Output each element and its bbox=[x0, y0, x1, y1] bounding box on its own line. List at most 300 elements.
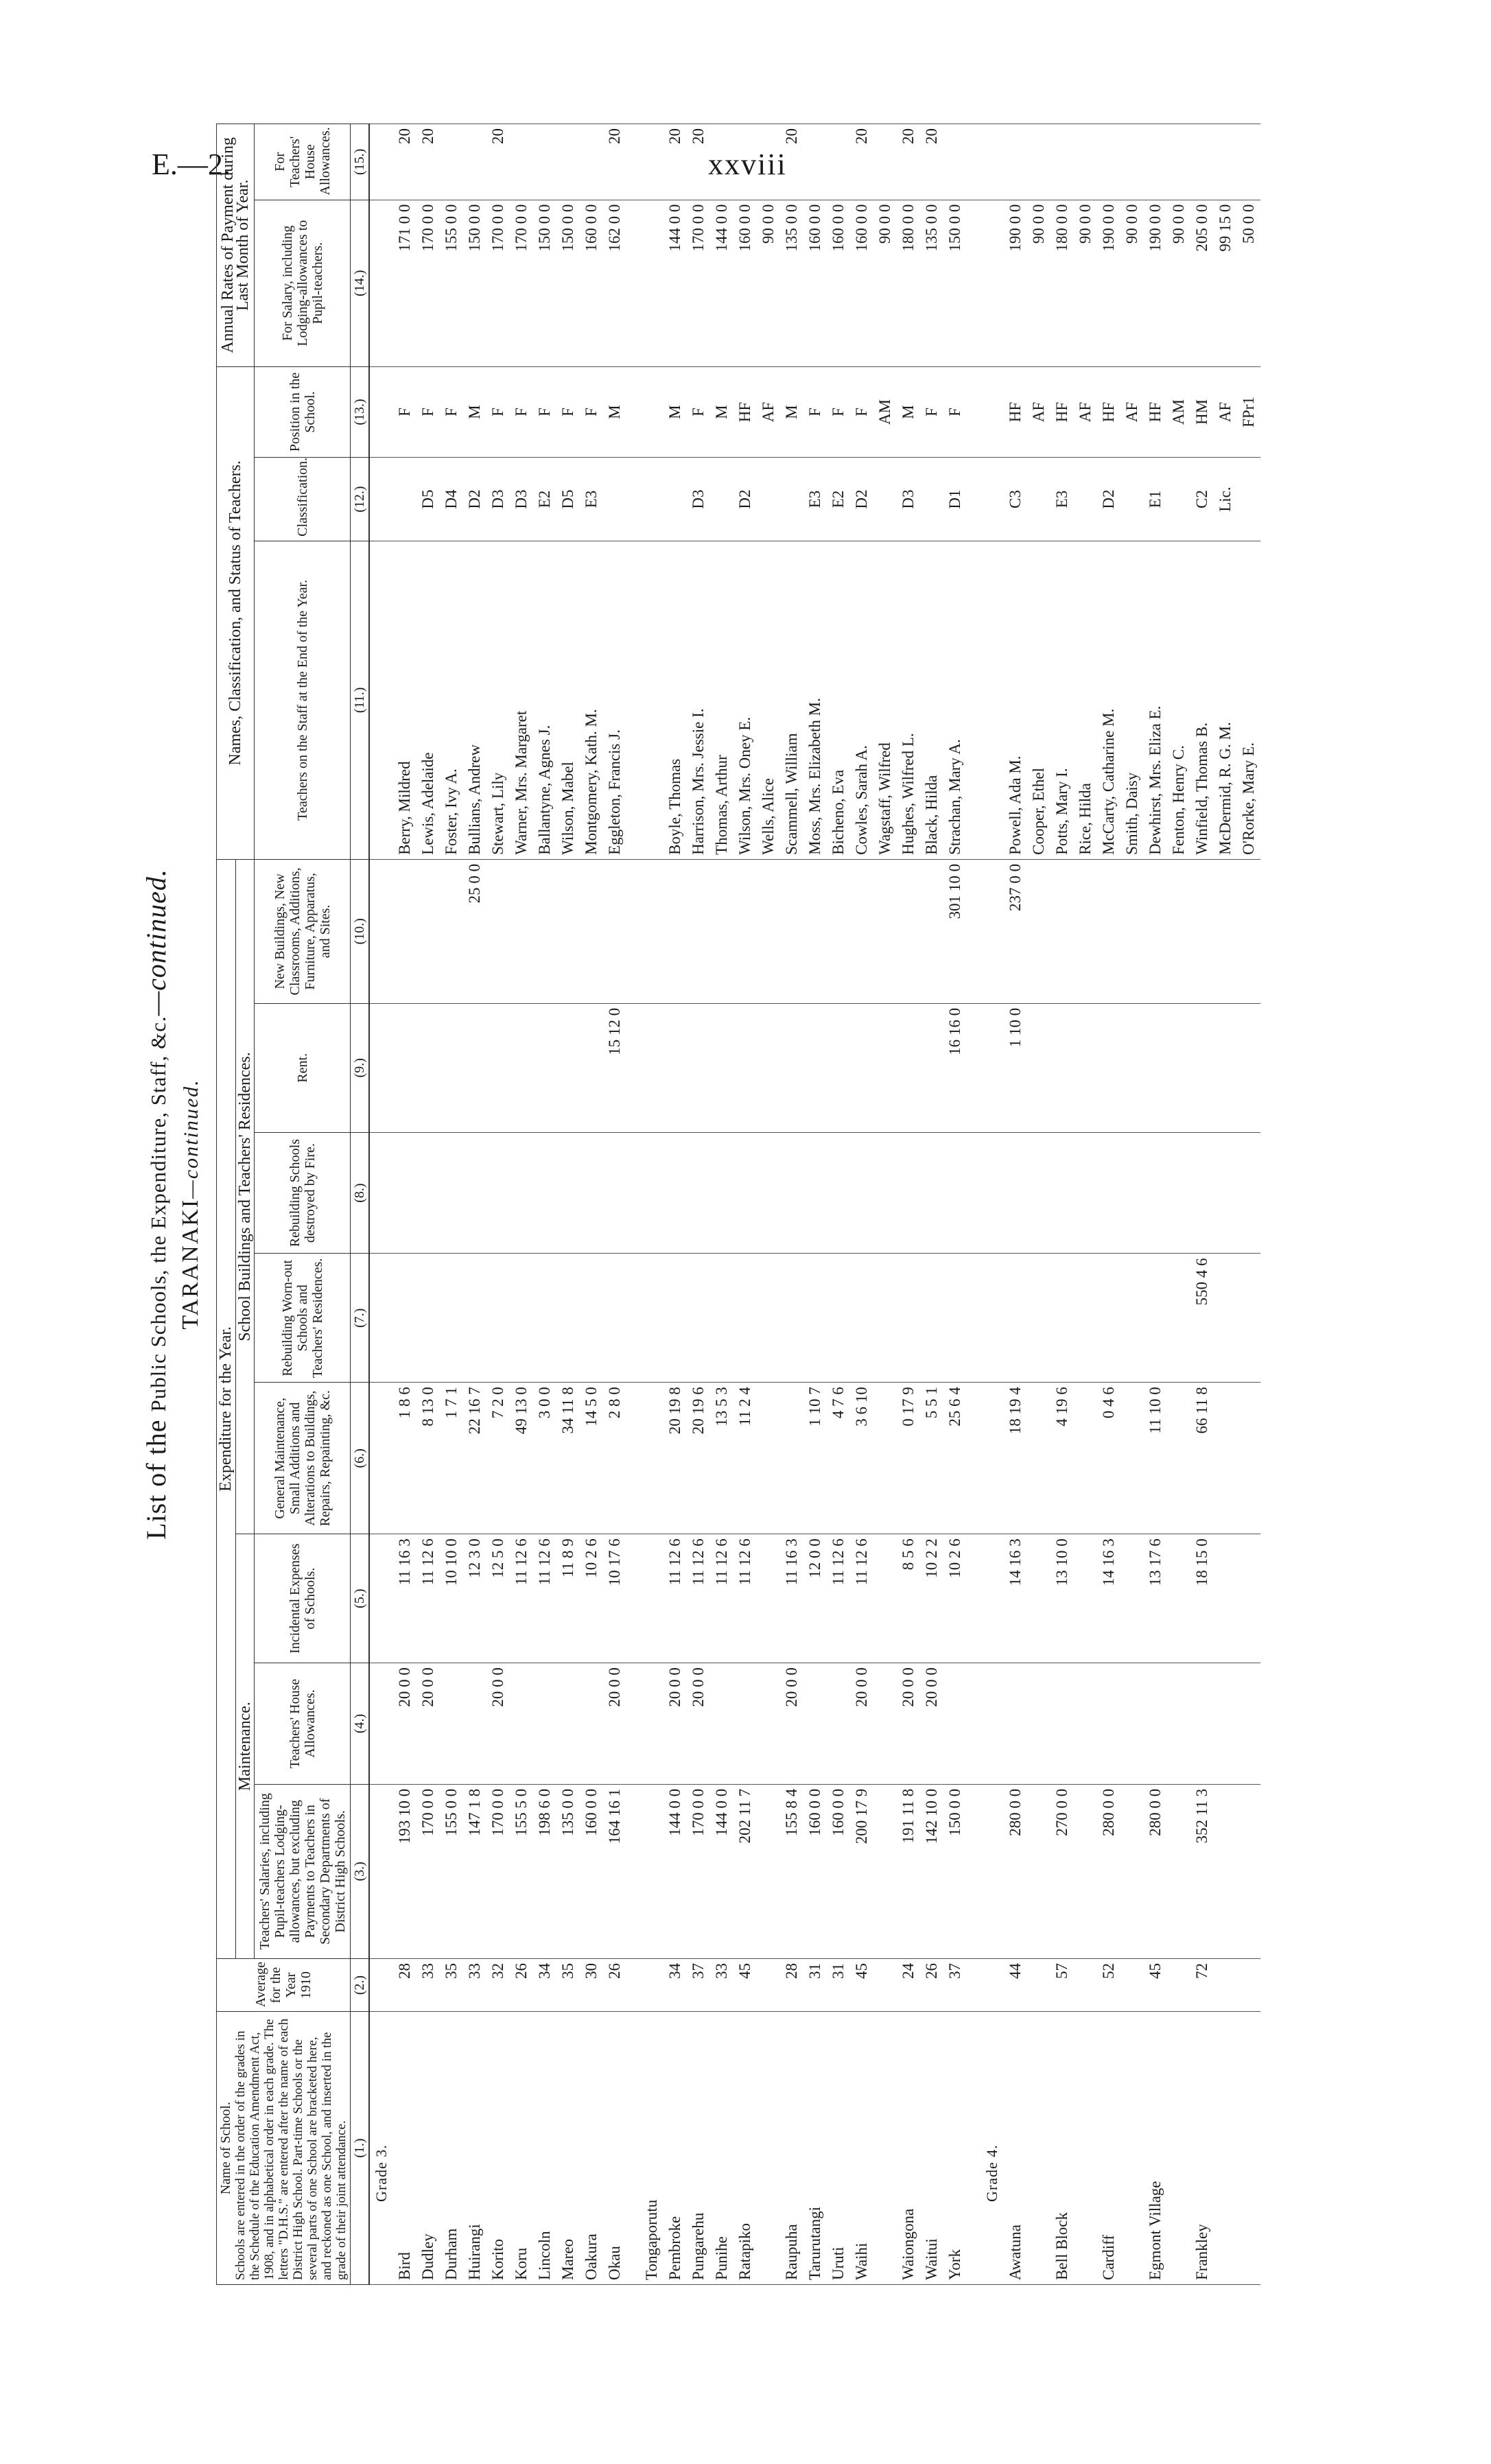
table-row bbox=[1214, 124, 1237, 2285]
empty-cell bbox=[981, 859, 1004, 1003]
cell-rebuild: 550 4 6 bbox=[1190, 1254, 1214, 1383]
cell-rebuild bbox=[416, 1254, 440, 1383]
cell-rebuild bbox=[873, 1254, 897, 1383]
cell-fire bbox=[1237, 1132, 1260, 1254]
expenditure-header: Expenditure for the Year. bbox=[217, 859, 236, 1958]
cell-rent bbox=[920, 1003, 943, 1132]
empty-cell bbox=[626, 1254, 640, 1383]
empty-cell bbox=[369, 1132, 393, 1254]
cell-allow bbox=[757, 124, 780, 200]
cell-avg bbox=[1237, 1958, 1260, 2011]
cell-house bbox=[1004, 1663, 1027, 1785]
cell-gen: 20 19 8 bbox=[664, 1383, 687, 1534]
cell-sal: 164 16 1 bbox=[603, 1784, 626, 1958]
cell-pos: F bbox=[440, 366, 463, 458]
column-number: (3.) bbox=[351, 1784, 370, 1958]
cell-inc: 12 3 0 bbox=[463, 1534, 486, 1663]
cell-cls: D3 bbox=[897, 458, 920, 541]
cell-fire bbox=[1120, 1132, 1144, 1254]
empty-cell bbox=[369, 366, 393, 458]
cell-rebuild bbox=[556, 1254, 580, 1383]
column-number: (8.) bbox=[351, 1132, 370, 1254]
cell-allow: 20 bbox=[486, 124, 510, 200]
cell-cls: Lic. bbox=[1214, 458, 1237, 541]
cell-rate: 190 0 0 bbox=[1004, 200, 1027, 366]
classification-header: Classification. bbox=[255, 458, 351, 541]
cell-allow: 20 bbox=[603, 124, 626, 200]
cell-fire bbox=[1167, 1132, 1190, 1254]
table-row bbox=[850, 124, 873, 2285]
cell-pos: AF bbox=[1120, 366, 1144, 458]
cell-rent bbox=[1097, 1003, 1120, 1132]
cell-gen: 25 6 4 bbox=[943, 1383, 967, 1534]
cell-sal: 155 5 0 bbox=[510, 1784, 533, 1958]
cell-rebuild bbox=[687, 1254, 710, 1383]
salary-rate-header: For Salary, including Lodging-allowances to Pupil-teachers. bbox=[255, 200, 351, 366]
cell-pos: HF bbox=[1144, 366, 1167, 458]
empty-cell bbox=[967, 1003, 981, 1132]
cell-newb bbox=[780, 859, 803, 1003]
cell-house: 20 0 0 bbox=[486, 1663, 510, 1785]
empty-cell bbox=[626, 366, 640, 458]
cell-fire bbox=[803, 1132, 827, 1254]
cell-name bbox=[1074, 2012, 1097, 2285]
cell-fire bbox=[1027, 1132, 1050, 1254]
cell-rent bbox=[710, 1003, 733, 1132]
cell-sal: 170 0 0 bbox=[687, 1784, 710, 1958]
cell-sal: 160 0 0 bbox=[803, 1784, 827, 1958]
cell-rent bbox=[510, 1003, 533, 1132]
cell-sal: 155 8 4 bbox=[780, 1784, 803, 1958]
empty-cell bbox=[967, 1132, 981, 1254]
cell-avg bbox=[1214, 1958, 1237, 2011]
empty-cell bbox=[981, 1132, 1004, 1254]
cell-newb bbox=[710, 859, 733, 1003]
cell-rebuild bbox=[510, 1254, 533, 1383]
cell-sal bbox=[1237, 1784, 1260, 1958]
subtitle-suffix: —continued. bbox=[180, 1079, 202, 1199]
cell-newb bbox=[580, 859, 603, 1003]
cell-cls: D2 bbox=[733, 458, 757, 541]
table-row bbox=[463, 124, 486, 2285]
cell-sal bbox=[640, 1784, 664, 1958]
cell-rebuild bbox=[850, 1254, 873, 1383]
cell-pos: F bbox=[580, 366, 603, 458]
cell-allow bbox=[580, 124, 603, 200]
cell-allow: 20 bbox=[920, 124, 943, 200]
cell-allow bbox=[1190, 124, 1214, 200]
cell-sal: 198 6 0 bbox=[533, 1784, 556, 1958]
cell-newb bbox=[827, 859, 850, 1003]
empty-cell bbox=[369, 458, 393, 541]
cell-gen: 0 4 6 bbox=[1097, 1383, 1120, 1534]
empty-cell bbox=[626, 1784, 640, 1958]
cell-allow bbox=[1167, 124, 1190, 200]
cell-rate: 90 0 0 bbox=[1120, 200, 1144, 366]
cell-pos: F bbox=[803, 366, 827, 458]
cell-teacher: Wilson, Mrs. Oney E. bbox=[733, 541, 757, 859]
cell-pos: AM bbox=[873, 366, 897, 458]
table-row bbox=[486, 124, 510, 2285]
cell-pos: AF bbox=[1214, 366, 1237, 458]
table-row bbox=[943, 124, 967, 2285]
empty-cell bbox=[967, 124, 981, 200]
cell-fire bbox=[486, 1132, 510, 1254]
cell-newb bbox=[1027, 859, 1050, 1003]
empty-cell bbox=[967, 1784, 981, 1958]
cell-allow bbox=[1004, 124, 1027, 200]
cell-name: Korito bbox=[486, 2012, 510, 2285]
cell-inc: 11 8 9 bbox=[556, 1534, 580, 1663]
cell-rebuild bbox=[1120, 1254, 1144, 1383]
cell-pos: F bbox=[827, 366, 850, 458]
cell-name bbox=[1120, 2012, 1144, 2285]
cell-name bbox=[1237, 2012, 1260, 2285]
cell-rent bbox=[1237, 1003, 1260, 1132]
empty-cell bbox=[967, 541, 981, 859]
cell-cls: E1 bbox=[1144, 458, 1167, 541]
cell-cls: D3 bbox=[687, 458, 710, 541]
cell-name: Pungarehu bbox=[687, 2012, 710, 2285]
cell-rebuild bbox=[1027, 1254, 1050, 1383]
cell-sal: 202 11 7 bbox=[733, 1784, 757, 1958]
cell-rate: 90 0 0 bbox=[1167, 200, 1190, 366]
cell-newb bbox=[640, 859, 664, 1003]
cell-newb bbox=[416, 859, 440, 1003]
cell-newb bbox=[803, 859, 827, 1003]
cell-inc: 14 16 3 bbox=[1004, 1534, 1027, 1663]
table-row bbox=[440, 124, 463, 2285]
cell-pos: F bbox=[510, 366, 533, 458]
table-row bbox=[1074, 124, 1097, 2285]
cell-rent bbox=[780, 1003, 803, 1132]
cell-cls bbox=[780, 458, 803, 541]
cell-gen: 66 11 8 bbox=[1190, 1383, 1214, 1534]
cell-allow bbox=[803, 124, 827, 200]
table-row bbox=[1097, 124, 1120, 2285]
cell-pos: HF bbox=[1050, 366, 1074, 458]
cell-pos: M bbox=[664, 366, 687, 458]
cell-rebuild bbox=[533, 1254, 556, 1383]
cell-fire bbox=[710, 1132, 733, 1254]
cell-house bbox=[533, 1663, 556, 1785]
cell-gen: 0 17 9 bbox=[897, 1383, 920, 1534]
cell-teacher: Bicheno, Eva bbox=[827, 541, 850, 859]
cell-avg bbox=[1120, 1958, 1144, 2011]
cell-gen bbox=[1120, 1383, 1144, 1534]
cell-name: Awatuna bbox=[1004, 2012, 1027, 2285]
expenditure-table bbox=[216, 124, 1260, 2285]
column-number: (6.) bbox=[351, 1383, 370, 1534]
cell-fire bbox=[1074, 1132, 1097, 1254]
cell-rebuild bbox=[1237, 1254, 1260, 1383]
cell-inc: 13 17 6 bbox=[1144, 1534, 1167, 1663]
cell-rent bbox=[1190, 1003, 1214, 1132]
cell-allow bbox=[733, 124, 757, 200]
cell-teacher: Scammell, William bbox=[780, 541, 803, 859]
cell-name bbox=[1167, 2012, 1190, 2285]
cell-house bbox=[943, 1663, 967, 1785]
cell-rent: 1 10 0 bbox=[1004, 1003, 1027, 1132]
cell-avg bbox=[1027, 1958, 1050, 2011]
empty-cell bbox=[981, 1254, 1004, 1383]
cell-avg bbox=[1167, 1958, 1190, 2011]
cell-gen: 7 2 0 bbox=[486, 1383, 510, 1534]
cell-rebuild bbox=[780, 1254, 803, 1383]
cell-allow bbox=[640, 124, 664, 200]
table-row bbox=[393, 124, 416, 2285]
cell-sal: 280 0 0 bbox=[1097, 1784, 1120, 1958]
cell-gen bbox=[873, 1383, 897, 1534]
cell-cls: D2 bbox=[1097, 458, 1120, 541]
cell-rent bbox=[416, 1003, 440, 1132]
cell-pos: M bbox=[780, 366, 803, 458]
house-allowances-header: Teachers' House Allowances. bbox=[255, 1663, 351, 1785]
cell-gen: 1 10 7 bbox=[803, 1383, 827, 1534]
cell-pos: M bbox=[897, 366, 920, 458]
cell-avg: 52 bbox=[1097, 1958, 1120, 2011]
cell-newb bbox=[1097, 859, 1120, 1003]
table-row bbox=[1120, 124, 1144, 2285]
column-number: (13.) bbox=[351, 366, 370, 458]
cell-sal: 270 0 0 bbox=[1050, 1784, 1074, 1958]
empty-cell bbox=[626, 1958, 640, 2011]
grade-heading-row bbox=[981, 124, 1004, 2285]
cell-name: Oakura bbox=[580, 2012, 603, 2285]
annual-rates-header: Annual Rates of Payment during Last Month of Year. bbox=[217, 124, 255, 367]
cell-fire bbox=[873, 1132, 897, 1254]
cell-inc bbox=[640, 1534, 664, 1663]
cell-inc: 10 2 6 bbox=[580, 1534, 603, 1663]
cell-teacher: Moss, Mrs. Elizabeth M. bbox=[803, 541, 827, 859]
cell-allow bbox=[463, 124, 486, 200]
table-row bbox=[687, 124, 710, 2285]
cell-inc: 11 12 6 bbox=[533, 1534, 556, 1663]
column-number-row bbox=[351, 124, 370, 2285]
cell-pos: F bbox=[486, 366, 510, 458]
cell-sal: 142 10 0 bbox=[920, 1784, 943, 1958]
cell-sal bbox=[873, 1784, 897, 1958]
column-number: (7.) bbox=[351, 1254, 370, 1383]
cell-allow bbox=[1027, 124, 1050, 200]
cell-allow bbox=[943, 124, 967, 200]
cell-teacher: Harrison, Mrs. Jessie I. bbox=[687, 541, 710, 859]
empty-cell bbox=[967, 859, 981, 1003]
cell-inc: 11 16 3 bbox=[393, 1534, 416, 1663]
empty-cell bbox=[369, 124, 393, 200]
cell-pos: AF bbox=[1074, 366, 1097, 458]
cell-teacher: Smith, Daisy bbox=[1120, 541, 1144, 859]
cell-rent bbox=[580, 1003, 603, 1132]
cell-inc bbox=[1237, 1534, 1260, 1663]
cell-rent bbox=[664, 1003, 687, 1132]
cell-house bbox=[757, 1663, 780, 1785]
spacer-row bbox=[967, 124, 981, 2285]
cell-cls: C3 bbox=[1004, 458, 1027, 541]
cell-newb bbox=[1167, 859, 1190, 1003]
cell-rent bbox=[827, 1003, 850, 1132]
cell-inc bbox=[873, 1534, 897, 1663]
cell-gen: 20 19 6 bbox=[687, 1383, 710, 1534]
cell-rent bbox=[1027, 1003, 1050, 1132]
cell-inc: 12 0 0 bbox=[803, 1534, 827, 1663]
rebuilding-fire-header: Rebuilding Schools destroyed by Fire. bbox=[255, 1132, 351, 1254]
cell-newb bbox=[850, 859, 873, 1003]
cell-sal: 135 0 0 bbox=[556, 1784, 580, 1958]
cell-rebuild bbox=[1004, 1254, 1027, 1383]
cell-avg bbox=[873, 1958, 897, 2011]
cell-rate: 180 0 0 bbox=[897, 200, 920, 366]
cell-gen: 18 19 4 bbox=[1004, 1383, 1027, 1534]
cell-fire bbox=[897, 1132, 920, 1254]
cell-rebuild bbox=[1167, 1254, 1190, 1383]
cell-name: Waitui bbox=[920, 2012, 943, 2285]
cell-teacher: Wilson, Mabel bbox=[556, 541, 580, 859]
cell-fire bbox=[1050, 1132, 1074, 1254]
cell-house bbox=[733, 1663, 757, 1785]
cell-rebuild bbox=[1074, 1254, 1097, 1383]
cell-avg: 37 bbox=[687, 1958, 710, 2011]
cell-gen: 4 19 6 bbox=[1050, 1383, 1074, 1534]
cell-inc: 11 12 6 bbox=[850, 1534, 873, 1663]
cell-gen: 4 7 6 bbox=[827, 1383, 850, 1534]
rent-header: Rent. bbox=[255, 1003, 351, 1132]
empty-cell bbox=[981, 1003, 1004, 1132]
cell-allow bbox=[533, 124, 556, 200]
cell-newb bbox=[1144, 859, 1167, 1003]
cell-rent bbox=[850, 1003, 873, 1132]
cell-newb bbox=[486, 859, 510, 1003]
cell-sal: 160 0 0 bbox=[580, 1784, 603, 1958]
cell-sal: 150 0 0 bbox=[943, 1784, 967, 1958]
cell-sal: 280 0 0 bbox=[1004, 1784, 1027, 1958]
names-status-header: Names, Classification, and Status of Teachers. bbox=[217, 366, 255, 859]
cell-teacher: Eggleton, Francis J. bbox=[603, 541, 626, 859]
cell-allow: 20 bbox=[416, 124, 440, 200]
cell-avg: 44 bbox=[1004, 1958, 1027, 2011]
table-row bbox=[710, 124, 733, 2285]
cell-rate: 150 0 0 bbox=[556, 200, 580, 366]
cell-rent bbox=[1074, 1003, 1097, 1132]
grade-label: Grade 4. bbox=[981, 2012, 1004, 2285]
cell-newb bbox=[1120, 859, 1144, 1003]
cell-inc: 11 12 6 bbox=[510, 1534, 533, 1663]
cell-rate: 170 0 0 bbox=[486, 200, 510, 366]
cell-fire bbox=[943, 1132, 967, 1254]
cell-cls: D2 bbox=[463, 458, 486, 541]
cell-sal: 155 0 0 bbox=[440, 1784, 463, 1958]
cell-name: Lincoln bbox=[533, 2012, 556, 2285]
cell-pos: AF bbox=[757, 366, 780, 458]
cell-rate: 90 0 0 bbox=[1074, 200, 1097, 366]
cell-rent: 16 16 0 bbox=[943, 1003, 967, 1132]
cell-teacher: Montgomery, Kath. M. bbox=[580, 541, 603, 859]
cell-teacher: Bullians, Andrew bbox=[463, 541, 486, 859]
cell-name: Raupuha bbox=[780, 2012, 803, 2285]
table-row bbox=[664, 124, 687, 2285]
cell-name: Tongaporutu bbox=[640, 2012, 664, 2285]
cell-house bbox=[1214, 1663, 1237, 1785]
allowance-rate-header: For Teachers' House Allowances. bbox=[255, 124, 351, 200]
cell-avg bbox=[1074, 1958, 1097, 2011]
cell-teacher: Boyle, Thomas bbox=[664, 541, 687, 859]
cell-house: 20 0 0 bbox=[603, 1663, 626, 1785]
cell-gen: 34 11 8 bbox=[556, 1383, 580, 1534]
cell-cls: D5 bbox=[556, 458, 580, 541]
rebuilding-worn-header: Rebuilding Worn-out Schools and Teachers' Residences. bbox=[255, 1254, 351, 1383]
empty-cell bbox=[369, 1383, 393, 1534]
cell-rate: 144 0 0 bbox=[710, 200, 733, 366]
cell-avg: 37 bbox=[943, 1958, 967, 2011]
cell-rebuild bbox=[897, 1254, 920, 1383]
cell-avg: 26 bbox=[603, 1958, 626, 2011]
cell-rebuild bbox=[1144, 1254, 1167, 1383]
table-title bbox=[140, 124, 172, 2285]
cell-allow bbox=[1120, 124, 1144, 200]
cell-newb bbox=[1074, 859, 1097, 1003]
cell-cls: D3 bbox=[486, 458, 510, 541]
cell-inc: 10 2 2 bbox=[920, 1534, 943, 1663]
cell-cls bbox=[393, 458, 416, 541]
cell-sal: 147 1 8 bbox=[463, 1784, 486, 1958]
cell-fire bbox=[850, 1132, 873, 1254]
cell-fire bbox=[733, 1132, 757, 1254]
cell-teacher: O'Rorke, Mary E. bbox=[1237, 541, 1260, 859]
column-number: (2.) bbox=[351, 1958, 370, 2011]
cell-pos: HF bbox=[733, 366, 757, 458]
cell-house: 20 0 0 bbox=[920, 1663, 943, 1785]
cell-cls bbox=[920, 458, 943, 541]
table-row bbox=[1190, 124, 1214, 2285]
cell-sal: 144 0 0 bbox=[710, 1784, 733, 1958]
cell-rate: 162 0 0 bbox=[603, 200, 626, 366]
cell-fire bbox=[416, 1132, 440, 1254]
cell-rate: 205 0 0 bbox=[1190, 200, 1214, 366]
cell-pos: F bbox=[533, 366, 556, 458]
empty-cell bbox=[967, 1383, 981, 1534]
salaries-header: Teachers' Salaries, including Pupil-teachers Lodging-allowances, but excluding Payments to Teachers in Secondary Departments of District High Schools. bbox=[255, 1784, 351, 1958]
cell-fire bbox=[780, 1132, 803, 1254]
cell-name: Egmont Village bbox=[1144, 2012, 1167, 2285]
empty-cell bbox=[967, 366, 981, 458]
cell-pos: F bbox=[850, 366, 873, 458]
cell-newb bbox=[664, 859, 687, 1003]
general-maintenance-header: General Maintenance, Small Additions and Alterations to Buildings, Repairs, Repainting, &c. bbox=[255, 1383, 351, 1534]
table-row bbox=[603, 124, 626, 2285]
cell-teacher: Ballantyne, Agnes J. bbox=[533, 541, 556, 859]
cell-pos: HM bbox=[1190, 366, 1214, 458]
rotated-table-block bbox=[136, 124, 1405, 2285]
cell-gen bbox=[1074, 1383, 1097, 1534]
cell-fire bbox=[757, 1132, 780, 1254]
cell-rent bbox=[393, 1003, 416, 1132]
cell-house: 20 0 0 bbox=[687, 1663, 710, 1785]
table-row bbox=[757, 124, 780, 2285]
cell-rate: 50 0 0 bbox=[1237, 200, 1260, 366]
cell-newb bbox=[556, 859, 580, 1003]
cell-sal bbox=[757, 1784, 780, 1958]
page-ref: E.—2. bbox=[152, 148, 231, 181]
cell-inc bbox=[1074, 1534, 1097, 1663]
cell-gen: 49 13 0 bbox=[510, 1383, 533, 1534]
cell-gen bbox=[780, 1383, 803, 1534]
empty-cell bbox=[626, 200, 640, 366]
cell-cls bbox=[1027, 458, 1050, 541]
cell-cls bbox=[664, 458, 687, 541]
cell-cls bbox=[710, 458, 733, 541]
cell-rent bbox=[640, 1003, 664, 1132]
cell-house bbox=[1190, 1663, 1214, 1785]
